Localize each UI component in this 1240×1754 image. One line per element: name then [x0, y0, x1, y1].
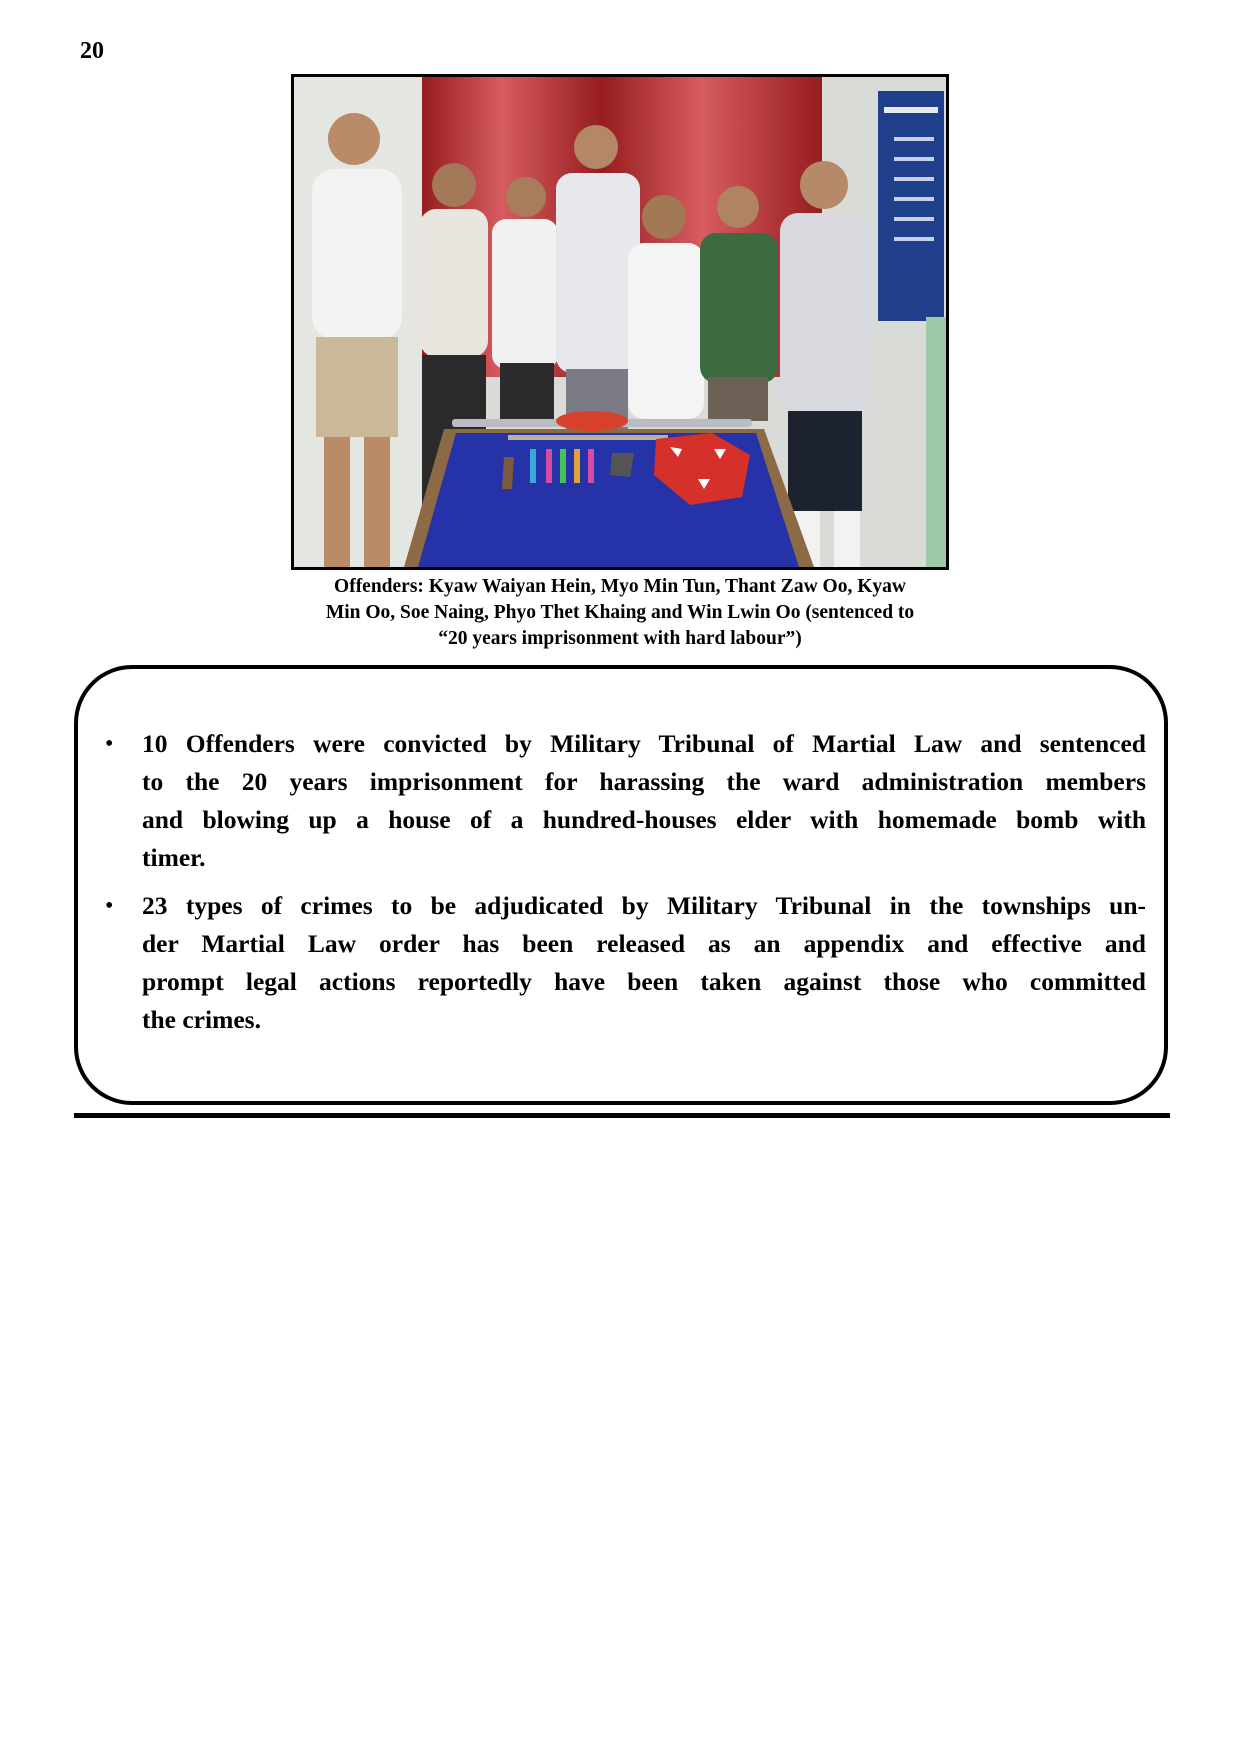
photo-caption	[291, 574, 949, 652]
summary-box	[74, 665, 1168, 1105]
bullet-text	[142, 887, 1146, 1039]
bullet-line: 10 Offenders were convicted by Military Tribunal of Martial Law and sentenced	[142, 729, 1146, 758]
bullet-line: and blowing up a house of a hundred-houses elder with homemade bomb with	[142, 805, 1146, 834]
bullet-line: 23 types of crimes to be adjudicated by Military Tribunal in the townships un-	[142, 891, 1146, 920]
bullet-text	[142, 725, 1146, 877]
bullet-dot-icon: •	[105, 731, 114, 757]
group-photo	[291, 74, 949, 570]
bullet-list	[105, 725, 1146, 1049]
caption-line: “20 years imprisonment with hard labour”)	[438, 628, 802, 649]
bullet-line: the crimes.	[142, 1005, 261, 1034]
caption-line: Offenders: Kyaw Waiyan Hein, Myo Min Tun, Thant Zaw Oo, Kyaw	[334, 576, 906, 597]
photo-notice-board	[878, 91, 944, 321]
caption-line: Min Oo, Soe Naing, Phyo Thet Khaing and Win Lwin Oo (sentenced to	[325, 602, 915, 623]
group-photo-icon	[294, 77, 946, 567]
photo-table	[404, 411, 814, 567]
bullet-item	[105, 887, 1146, 1039]
bullet-line: timer.	[142, 843, 206, 872]
bullet-item	[105, 725, 1146, 877]
bullet-line: to the 20 years imprisonment for harassing the ward administration members	[142, 767, 1146, 796]
page-number: 20	[80, 38, 104, 64]
bullet-line: der Martial Law order has been released as an appendix and effective and	[142, 929, 1146, 958]
bullet-line: prompt legal actions reportedly have been taken against those who committed	[142, 967, 1146, 996]
bullet-dot-icon: •	[105, 893, 114, 919]
bottom-rule	[74, 1113, 1170, 1118]
